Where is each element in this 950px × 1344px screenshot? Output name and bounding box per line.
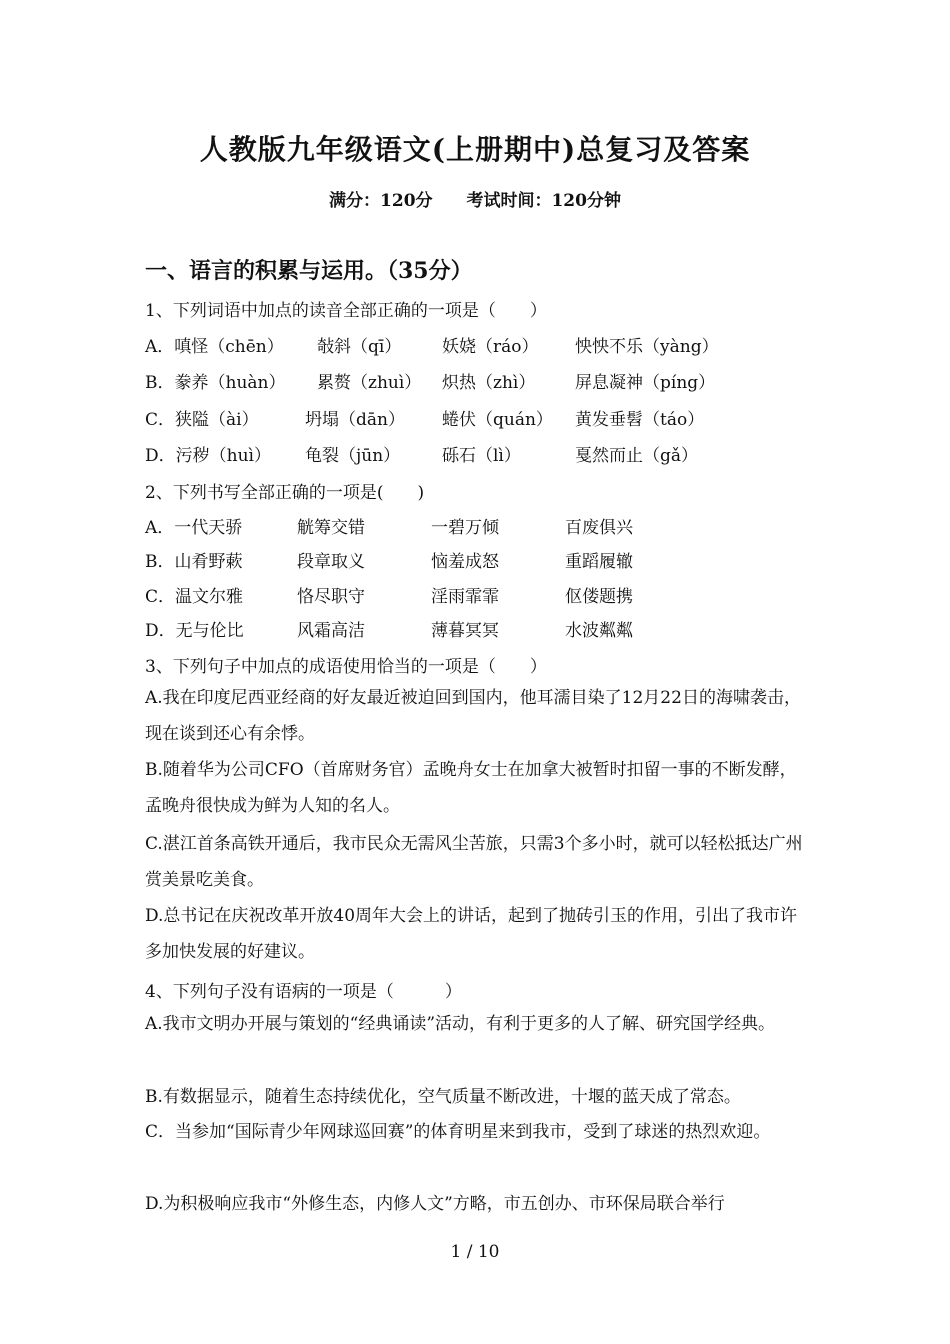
- option-cell: 累赘（zhuì）: [317, 373, 422, 393]
- exam-info: [0, 186, 950, 211]
- question-3-option-b: B.随着华为公司CFO（首席财务官）孟晚舟女士在加拿大被暂时扣留一事的不断发酵，孟晚舟很快成为鲜为人知的名人。: [145, 760, 797, 816]
- option-cell: B．豢养（huàn）: [145, 373, 286, 393]
- option-cell: 重蹈履辙: [565, 552, 633, 572]
- option-cell: 水波粼粼: [565, 621, 633, 641]
- question-4-option-b: B.有数据显示，随着生态持续优化，空气质量不断改进，十堰的蓝天成了常态。: [145, 1087, 741, 1107]
- option-cell: A．嗔怪（chēn）: [145, 337, 284, 357]
- option-cell: 妖娆（ráo）: [442, 337, 539, 357]
- page-title: 人教版九年级语文(上册期中)总复习及答案: [199, 133, 751, 166]
- option-cell: 敧斜（qī）: [317, 337, 402, 357]
- option-cell: 风霜高洁: [297, 621, 365, 641]
- option-cell: 黄发垂髫（táo）: [575, 410, 705, 430]
- option-cell: C．狭隘（ài）: [145, 410, 259, 430]
- question-3-option-d: D.总书记在庆祝改革开放40周年大会上的讲话，起到了抛砖引玉的作用，引出了我市许多加快发展的好建议。: [145, 906, 798, 962]
- exam-time: 考试时间：120分钟: [466, 191, 621, 211]
- option-cell: 屏息凝神（píng）: [575, 373, 716, 393]
- option-cell: 恪尽职守: [297, 587, 365, 607]
- option-cell: 恼羞成怒: [431, 552, 499, 572]
- option-cell: 怏怏不乐（yàng）: [575, 337, 719, 357]
- option-cell: C．温文尔雅: [145, 587, 244, 607]
- page-number: 1 / 10: [450, 1242, 500, 1262]
- question-3-option-a: A.我在印度尼西亚经商的好友最近被迫回到国内，他耳濡目染了12月22日的海啸袭击，现在谈到还心有余悸。: [145, 688, 801, 744]
- option-cell: 淫雨霏霏: [431, 587, 499, 607]
- option-cell: B．山肴野蔌: [145, 552, 243, 572]
- option-cell: 百废俱兴: [565, 518, 633, 538]
- option-cell: 炽热（zhì）: [442, 373, 536, 393]
- option-cell: 薄暮冥冥: [431, 621, 499, 641]
- full-score: 满分：120分: [329, 191, 433, 211]
- question-4-option-c: C．当参加“国际青少年网球巡回赛”的体育明星来到我市，受到了球迷的热烈欢迎。: [145, 1122, 771, 1142]
- question-4-stem: 4、下列句子没有语病的一项是（ ）: [145, 982, 462, 1002]
- option-cell: 龟裂（jūn）: [305, 446, 401, 466]
- question-4-option-a: A.我市文明办开展与策划的“经典诵读”活动，有利于更多的人了解、研究国学经典。: [145, 1014, 776, 1034]
- option-cell: A．一代天骄: [145, 518, 243, 538]
- option-cell: 觥筹交错: [297, 518, 365, 538]
- option-cell: 砾石（lì）: [442, 446, 521, 466]
- option-cell: 坍塌（dān）: [305, 410, 405, 430]
- option-cell: 蜷伏（quán）: [442, 410, 553, 430]
- question-3-stem: 3、下列句子中加点的成语使用恰当的一项是（ ）: [145, 657, 547, 677]
- question-3-option-c: C.湛江首条高铁开通后，我市民众无需风尘苦旅，只需3个多小时，就可以轻松抵达广州赏美景吃美食。: [145, 834, 803, 890]
- option-cell: 戛然而止（gǎ）: [575, 446, 699, 466]
- option-cell: 伛偻题携: [565, 587, 633, 607]
- question-4-option-d: D.为积极响应我市“外修生态，内修人文”方略，市五创办、市环保局联合举行: [145, 1194, 725, 1214]
- option-cell: 一碧万倾: [431, 518, 499, 538]
- option-cell: D．污秽（huì）: [145, 446, 271, 466]
- question-1-stem: 1、下列词语中加点的读音全部正确的一项是（ ）: [145, 301, 547, 321]
- option-cell: D．无与伦比: [145, 621, 244, 641]
- option-cell: 段章取义: [297, 552, 365, 572]
- section-heading: 一、语言的积累与运用。（35分）: [145, 258, 473, 284]
- question-2-stem: 2、下列书写全部正确的一项是( ): [145, 483, 425, 503]
